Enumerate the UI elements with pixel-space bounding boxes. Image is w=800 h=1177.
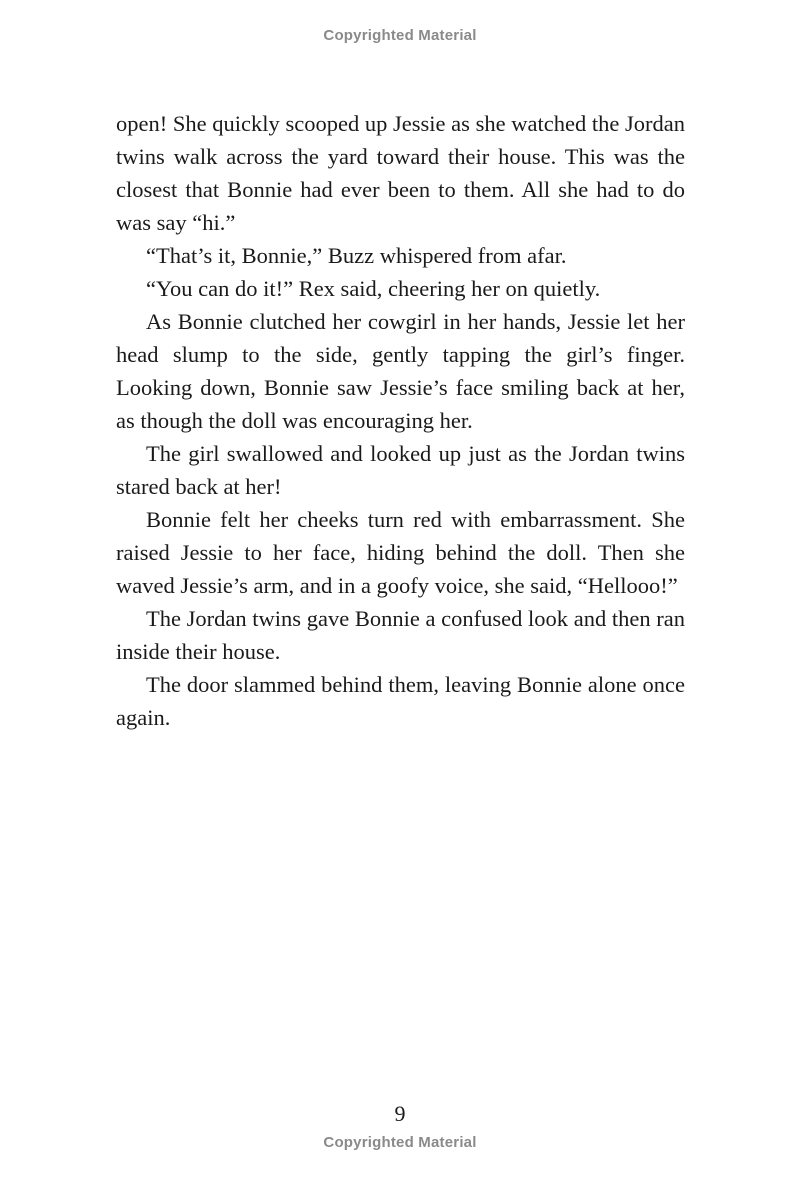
copyright-watermark-bottom: Copyrighted Material: [323, 1134, 477, 1151]
page-body: [116, 107, 685, 734]
copyright-watermark-top: Copyrighted Material: [323, 27, 477, 44]
paragraph: open! She quickly scooped up Jessie as she watched the Jordan twins walk across the yard toward their house. This was the closest that Bonnie had ever been to them. All she had to do was say “hi.”: [116, 111, 685, 235]
paragraph: “You can do it!” Rex said, cheering her on quietly.: [146, 276, 601, 301]
paragraph: The door slammed behind them, leaving Bonnie alone once again.: [116, 672, 685, 730]
paragraph: The Jordan twins gave Bonnie a confused look and then ran inside their house.: [116, 606, 685, 664]
paragraph: The girl swallowed and looked up just as the Jordan twins stared back at her!: [116, 441, 685, 499]
page-number: 9: [394, 1101, 406, 1126]
paragraph: “That’s it, Bonnie,” Buzz whispered from afar.: [146, 243, 567, 268]
paragraph: As Bonnie clutched her cowgirl in her hands, Jessie let her head slump to the side, gently tapping the girl’s finger. Looking down, Bonnie saw Jessie’s face smiling back at her, as though the doll was encouraging her.: [116, 309, 685, 433]
paragraph: Bonnie felt her cheeks turn red with embarrassment. She raised Jessie to her face, hiding behind the doll. Then she waved Jessie’s arm, and in a goofy voice, she said, “Hellooo!”: [116, 507, 685, 598]
